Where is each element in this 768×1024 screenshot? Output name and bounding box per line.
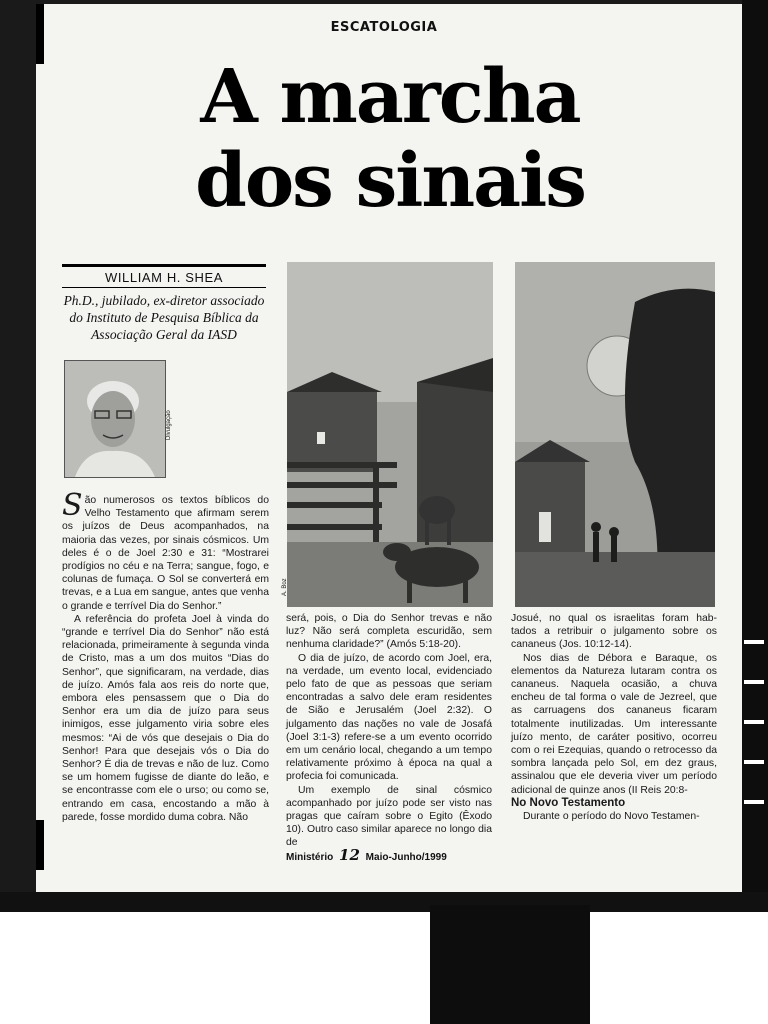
photo-credit: Divulgação (166, 410, 172, 440)
author-photo (64, 360, 166, 478)
paragraph: Um exemplo de sinal cósmico acompanhado por juízo pode ser visto nas pragas que caíram sobre o Egito (Êxodo 10). Outro caso similar aparece no longo dia de (286, 784, 492, 849)
headline-line1: A marcha (200, 54, 580, 140)
paragraph: Josué, no qual os israelitas foram hab- tados a retribuir o julgamento sobre os cananeus (Jos. 10:12-14). (511, 613, 717, 651)
article-column-2 (286, 612, 492, 850)
scan-shadow (0, 892, 768, 912)
paragraph: Nos dias de Débora e Baraque, os elementos da Natureza lutaram contra os cananeus. Naquela ocasião, a chuva encheu de tal forma o vale de Jezreel, que as carruagens dos cananeus ficaram totalmente inutilizadas. Um interessante juízo mento, de caráter positivo, ocorreu com o rei Ezequias, quando o retrocesso da sombra lançada pelo Sol, em dez graus, assinalou que ele deveria viver um período adicional de quinze anos (II Reis 20:8- (511, 652, 717, 796)
illustration-moon-village (515, 262, 715, 607)
article-column-1 (62, 488, 269, 824)
drop-cap: S (62, 488, 83, 523)
issue-date: Maio-Junho/1999 (365, 852, 447, 863)
page-edge-mark (36, 820, 44, 870)
paragraph: O dia de juízo, de acordo com Joel, era, na verdade, um evento local, evidenciado pelo fato de que as pessoas que seriam encontradas a salvo dele eram residentes de Sião e Jerusalém (Joel 2:32). O julgamento das nações no vale de Josafá (Joel 3:1-3) refere-se a um evento ocorrido em um cenário local, chegando a um tempo relativamente próximo à época na qual a profecia foi comunicada. (286, 652, 492, 783)
paragraph: será, pois, o Dia do Senhor trevas e não luz? Não será completa escuridão, sem nenhuma claridade?” (Amós 5:18-20). (286, 613, 492, 651)
illustration-credit: A. Boz (282, 578, 288, 596)
headline-line2: dos sinais (195, 138, 585, 224)
article-column-3 (511, 612, 717, 823)
paragraph-text: ão numerosos os textos bíblicos do Velho Testamento que afirmam serem os juízos de Deus acompanhados, na maioria das vezes, por sinais cósmicos. Um deles é o de Joel 2:30 e 31: “Mostrarei prodígios no céu e na Terra; sangue, fogo, e colunas de fumaça. O Sol se converterá em trevas, e a Lua em sangue, antes que venha o grande e terrível Dia do Senhor.” (62, 495, 269, 612)
author-name: WILLIAM H. SHEA (62, 264, 266, 288)
binding-ticks (744, 640, 764, 840)
scan-border (742, 0, 768, 1024)
page-number: 12 (339, 846, 360, 864)
section-label: ESCATOLOGIA (330, 20, 438, 35)
scan-shadow (430, 905, 590, 1024)
illustration-farm-cattle (287, 262, 493, 607)
author-bio: Ph.D., jubilado, ex-diretor associado do Instituto de Pesquisa Bíblica da Associação Geral da IASD (63, 293, 265, 342)
subheading: No Novo Testamento (511, 796, 626, 809)
paragraph (62, 488, 269, 613)
paragraph: Durante o período do Novo Testamen- (523, 811, 700, 823)
page-footer (286, 846, 486, 864)
paragraph: A referência do profeta Joel à vinda do “grande e terrível Dia do Senhor” não está relacionada, primeiramente à segunda vinda de Cristo, mas a um dos muitos “Dias do Senhor”, que significaram, na verdade, dias de juízo. Amós fala aos reis do norte que, embora eles pensassem que o Dia do Senhor era um dia de juízo para seus inimigos, esse julgamento viria sobre eles mesmos: “Ai de vós que desejais o Dia do Senhor! Para que desejais vós o Dia do Senhor? É dia de trevas e não de luz. Como se um homem fugisse de diante do leão, e se encontrasse com ele o urso; ou como se, entrando em casa, encostando a mão à parede, fosse mordido duma cobra. Não (62, 613, 269, 823)
magazine-name: Ministério (286, 852, 334, 863)
byline (62, 264, 266, 343)
